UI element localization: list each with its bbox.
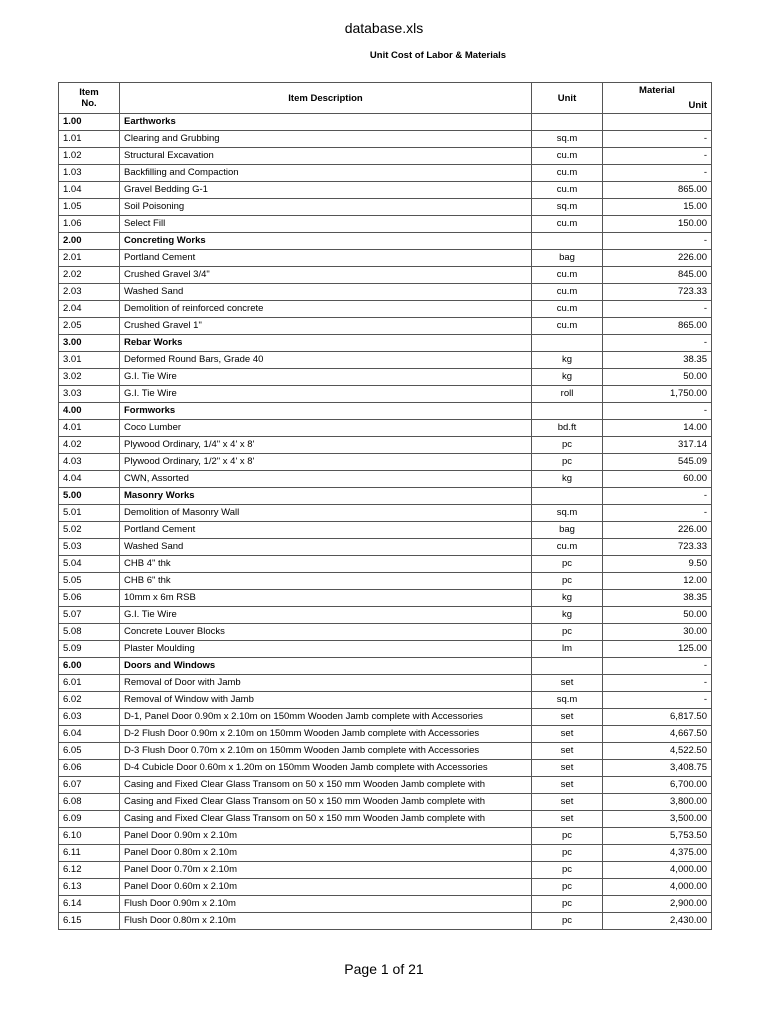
header-material: Material (603, 83, 712, 99)
cell-unit: cu.m (532, 165, 603, 182)
cell-unit: pc (532, 828, 603, 845)
cell-item-no: 5.05 (59, 573, 120, 590)
cell-item-description: Masonry Works (120, 488, 532, 505)
cell-item-no: 1.05 (59, 199, 120, 216)
cell-item-description: 10mm x 6m RSB (120, 590, 532, 607)
cell-item-description: CWN, Assorted (120, 471, 532, 488)
table-row (59, 318, 712, 335)
cell-material-unit-cost: 9.50 (603, 556, 712, 573)
cell-unit: cu.m (532, 182, 603, 199)
cell-material-unit-cost: 38.35 (603, 352, 712, 369)
table-row (59, 199, 712, 216)
cell-unit: sq.m (532, 692, 603, 709)
table-row (59, 352, 712, 369)
cell-item-no: 3.01 (59, 352, 120, 369)
cell-unit (532, 114, 603, 131)
cell-unit (532, 335, 603, 352)
cell-item-description: Crushed Gravel 1" (120, 318, 532, 335)
cell-unit: pc (532, 556, 603, 573)
cell-material-unit-cost: 865.00 (603, 318, 712, 335)
cell-item-no: 5.07 (59, 607, 120, 624)
cell-item-description: Concreting Works (120, 233, 532, 250)
table-row (59, 828, 712, 845)
cell-item-description: Backfilling and Compaction (120, 165, 532, 182)
cell-unit: kg (532, 607, 603, 624)
cell-material-unit-cost: 3,500.00 (603, 811, 712, 828)
table-row (59, 216, 712, 233)
cell-unit: pc (532, 913, 603, 930)
cell-unit: cu.m (532, 216, 603, 233)
cell-item-description: D-3 Flush Door 0.70m x 2.10m on 150mm Wooden Jamb complete with Accessories (120, 743, 532, 760)
cell-material-unit-cost: 5,753.50 (603, 828, 712, 845)
cell-unit (532, 233, 603, 250)
cell-unit: kg (532, 369, 603, 386)
cell-unit: set (532, 726, 603, 743)
cell-item-description: Select Fill (120, 216, 532, 233)
cell-material-unit-cost: 723.33 (603, 539, 712, 556)
cell-item-no: 6.10 (59, 828, 120, 845)
cell-item-description: Removal of Window with Jamb (120, 692, 532, 709)
cell-unit: pc (532, 862, 603, 879)
table-row (59, 692, 712, 709)
cell-material-unit-cost: - (603, 658, 712, 675)
table-row (59, 131, 712, 148)
table-row (59, 539, 712, 556)
cell-item-no: 2.05 (59, 318, 120, 335)
cell-item-description: Washed Sand (120, 539, 532, 556)
cell-material-unit-cost: - (603, 233, 712, 250)
cell-unit: roll (532, 386, 603, 403)
cell-material-unit-cost: 50.00 (603, 607, 712, 624)
cell-unit: sq.m (532, 131, 603, 148)
cell-item-no: 6.07 (59, 777, 120, 794)
cell-item-description: Panel Door 0.70m x 2.10m (120, 862, 532, 879)
table-row (59, 386, 712, 403)
cell-material-unit-cost: 865.00 (603, 182, 712, 199)
header-unit: Unit (532, 83, 603, 114)
cell-material-unit-cost: 4,000.00 (603, 879, 712, 896)
cell-material-unit-cost: - (603, 335, 712, 352)
cell-item-description: Soil Poisoning (120, 199, 532, 216)
cell-unit (532, 488, 603, 505)
table-row (59, 284, 712, 301)
table-row (59, 709, 712, 726)
table-row (59, 590, 712, 607)
cell-item-no: 5.04 (59, 556, 120, 573)
cell-item-description: Doors and Windows (120, 658, 532, 675)
cell-material-unit-cost: 50.00 (603, 369, 712, 386)
cell-unit: cu.m (532, 267, 603, 284)
cell-material-unit-cost: 2,900.00 (603, 896, 712, 913)
table-row (59, 862, 712, 879)
cell-material-unit-cost: 4,522.50 (603, 743, 712, 760)
cell-item-description: G.I. Tie Wire (120, 369, 532, 386)
header-item-no-line1: Item (79, 87, 99, 98)
table-row (59, 777, 712, 794)
cell-unit: set (532, 777, 603, 794)
table-row (59, 794, 712, 811)
cell-material-unit-cost: - (603, 403, 712, 420)
cell-unit: set (532, 709, 603, 726)
cell-unit: sq.m (532, 199, 603, 216)
cell-material-unit-cost: - (603, 505, 712, 522)
cell-material-unit-cost: 845.00 (603, 267, 712, 284)
cell-material-unit-cost: 150.00 (603, 216, 712, 233)
table-row (59, 250, 712, 267)
cell-item-no: 3.00 (59, 335, 120, 352)
cell-unit: bd.ft (532, 420, 603, 437)
cell-item-description: Removal of Door with Jamb (120, 675, 532, 692)
cell-item-description: Earthworks (120, 114, 532, 131)
cell-item-no: 5.09 (59, 641, 120, 658)
cell-material-unit-cost: 6,700.00 (603, 777, 712, 794)
category-row (59, 403, 712, 420)
table-row (59, 879, 712, 896)
unit-cost-table (58, 82, 712, 930)
cell-item-no: 3.02 (59, 369, 120, 386)
cell-material-unit-cost: 226.00 (603, 522, 712, 539)
cell-item-description: Gravel Bedding G-1 (120, 182, 532, 199)
category-row (59, 335, 712, 352)
cell-material-unit-cost: - (603, 148, 712, 165)
cell-item-no: 6.11 (59, 845, 120, 862)
cell-unit: pc (532, 845, 603, 862)
cell-item-no: 4.03 (59, 454, 120, 471)
table-row (59, 896, 712, 913)
cell-material-unit-cost: 6,817.50 (603, 709, 712, 726)
cell-item-description: Casing and Fixed Clear Glass Transom on 50 x 150 mm Wooden Jamb complete with (120, 777, 532, 794)
cell-item-no: 6.01 (59, 675, 120, 692)
cell-item-description: D-1, Panel Door 0.90m x 2.10m on 150mm Wooden Jamb complete with Accessories (120, 709, 532, 726)
cell-item-description: Crushed Gravel 3/4" (120, 267, 532, 284)
cell-item-no: 5.02 (59, 522, 120, 539)
cell-item-no: 2.00 (59, 233, 120, 250)
cell-item-description: Plywood Ordinary, 1/4" x 4' x 8' (120, 437, 532, 454)
cell-unit: kg (532, 352, 603, 369)
cell-item-no: 6.13 (59, 879, 120, 896)
cell-unit: pc (532, 437, 603, 454)
cell-item-description: Panel Door 0.90m x 2.10m (120, 828, 532, 845)
cell-material-unit-cost: - (603, 165, 712, 182)
cell-item-description: Casing and Fixed Clear Glass Transom on 50 x 150 mm Wooden Jamb complete with (120, 794, 532, 811)
cell-item-description: Coco Lumber (120, 420, 532, 437)
table-header (59, 83, 712, 114)
cell-item-no: 2.01 (59, 250, 120, 267)
header-item-description: Item Description (120, 83, 532, 114)
cell-item-no: 5.03 (59, 539, 120, 556)
cell-item-no: 6.06 (59, 760, 120, 777)
table-row (59, 505, 712, 522)
cell-item-description: Portland Cement (120, 250, 532, 267)
table-row (59, 607, 712, 624)
cell-unit: set (532, 760, 603, 777)
cell-material-unit-cost: 317.14 (603, 437, 712, 454)
cell-unit (532, 403, 603, 420)
cell-material-unit-cost: 125.00 (603, 641, 712, 658)
cell-item-no: 6.03 (59, 709, 120, 726)
cell-item-description: Rebar Works (120, 335, 532, 352)
table-row (59, 301, 712, 318)
cell-material-unit-cost: 38.35 (603, 590, 712, 607)
cell-unit: cu.m (532, 301, 603, 318)
cell-item-no: 6.04 (59, 726, 120, 743)
cell-item-description: Flush Door 0.80m x 2.10m (120, 913, 532, 930)
cell-material-unit-cost: 15.00 (603, 199, 712, 216)
cell-material-unit-cost: - (603, 488, 712, 505)
cell-unit: pc (532, 573, 603, 590)
file-title: database.xls (344, 20, 424, 36)
cell-item-description: D-4 Cubicle Door 0.60m x 1.20m on 150mm Wooden Jamb complete with Accessories (120, 760, 532, 777)
cell-unit: pc (532, 454, 603, 471)
cell-unit: set (532, 675, 603, 692)
cell-item-description: CHB 6" thk (120, 573, 532, 590)
table-row (59, 573, 712, 590)
cell-material-unit-cost: 4,667.50 (603, 726, 712, 743)
table-row (59, 165, 712, 182)
cell-item-description: G.I. Tie Wire (120, 386, 532, 403)
cell-item-description: G.I. Tie Wire (120, 607, 532, 624)
cell-material-unit-cost: 723.33 (603, 284, 712, 301)
cell-item-description: Panel Door 0.80m x 2.10m (120, 845, 532, 862)
cell-item-no: 4.01 (59, 420, 120, 437)
cell-unit: bag (532, 522, 603, 539)
header-item-no (59, 83, 120, 114)
cell-item-description: Formworks (120, 403, 532, 420)
cell-item-description: CHB 4" thk (120, 556, 532, 573)
table-row (59, 369, 712, 386)
cell-item-no: 1.06 (59, 216, 120, 233)
cell-item-no: 6.12 (59, 862, 120, 879)
cell-item-no: 3.03 (59, 386, 120, 403)
table-row (59, 148, 712, 165)
cell-material-unit-cost: 30.00 (603, 624, 712, 641)
table-body (59, 114, 712, 930)
cell-unit: pc (532, 879, 603, 896)
cell-material-unit-cost: - (603, 131, 712, 148)
cell-item-description: Flush Door 0.90m x 2.10m (120, 896, 532, 913)
cell-unit: cu.m (532, 284, 603, 301)
table-row (59, 675, 712, 692)
cell-material-unit-cost: - (603, 692, 712, 709)
cell-item-description: Plywood Ordinary, 1/2" x 4' x 8' (120, 454, 532, 471)
cell-unit (532, 658, 603, 675)
cell-item-no: 1.01 (59, 131, 120, 148)
cell-material-unit-cost: 1,750.00 (603, 386, 712, 403)
cell-material-unit-cost: 4,000.00 (603, 862, 712, 879)
cell-item-no: 1.03 (59, 165, 120, 182)
cell-unit: pc (532, 624, 603, 641)
cell-item-no: 5.06 (59, 590, 120, 607)
cell-unit: set (532, 811, 603, 828)
cell-item-no: 2.02 (59, 267, 120, 284)
table-row (59, 522, 712, 539)
category-row (59, 488, 712, 505)
header-material-unit: Unit (603, 98, 712, 114)
cell-item-no: 6.09 (59, 811, 120, 828)
cell-unit: cu.m (532, 539, 603, 556)
cell-item-no: 6.15 (59, 913, 120, 930)
table-row (59, 556, 712, 573)
cell-item-description: Washed Sand (120, 284, 532, 301)
table-row (59, 437, 712, 454)
table-row (59, 420, 712, 437)
cell-item-no: 6.08 (59, 794, 120, 811)
table-row (59, 182, 712, 199)
cell-unit: kg (532, 471, 603, 488)
cell-item-description: Plaster Moulding (120, 641, 532, 658)
cell-item-no: 6.05 (59, 743, 120, 760)
cell-unit: lm (532, 641, 603, 658)
cell-unit: cu.m (532, 148, 603, 165)
cell-material-unit-cost: 545.09 (603, 454, 712, 471)
table-row (59, 267, 712, 284)
table-row (59, 760, 712, 777)
table-row (59, 624, 712, 641)
table-row (59, 743, 712, 760)
table-row (59, 845, 712, 862)
cell-item-description: Demolition of Masonry Wall (120, 505, 532, 522)
cell-unit: set (532, 794, 603, 811)
cell-item-no: 1.04 (59, 182, 120, 199)
cell-item-no: 5.01 (59, 505, 120, 522)
cell-item-no: 2.04 (59, 301, 120, 318)
cell-item-no: 6.14 (59, 896, 120, 913)
cell-item-no: 2.03 (59, 284, 120, 301)
cell-unit: set (532, 743, 603, 760)
table-row (59, 913, 712, 930)
table-row (59, 811, 712, 828)
cell-material-unit-cost: 60.00 (603, 471, 712, 488)
cell-material-unit-cost: 3,800.00 (603, 794, 712, 811)
cell-material-unit-cost: 226.00 (603, 250, 712, 267)
cell-material-unit-cost (603, 114, 712, 131)
cell-unit: bag (532, 250, 603, 267)
cell-unit: cu.m (532, 318, 603, 335)
category-row (59, 233, 712, 250)
table-row (59, 641, 712, 658)
cell-item-description: Clearing and Grubbing (120, 131, 532, 148)
cell-item-no: 6.00 (59, 658, 120, 675)
cell-item-description: Concrete Louver Blocks (120, 624, 532, 641)
page-footer: Page 1 of 21 (344, 961, 424, 977)
header-item-no-line2: No. (81, 98, 97, 109)
cell-item-no: 5.08 (59, 624, 120, 641)
cell-item-no: 4.00 (59, 403, 120, 420)
cell-material-unit-cost: - (603, 301, 712, 318)
table-row (59, 471, 712, 488)
cell-item-description: Casing and Fixed Clear Glass Transom on 50 x 150 mm Wooden Jamb complete with (120, 811, 532, 828)
table-row (59, 726, 712, 743)
cell-unit: kg (532, 590, 603, 607)
cell-item-description: Deformed Round Bars, Grade 40 (120, 352, 532, 369)
cell-item-no: 5.00 (59, 488, 120, 505)
cell-item-no: 1.02 (59, 148, 120, 165)
cell-item-description: Demolition of reinforced concrete (120, 301, 532, 318)
cell-unit: sq.m (532, 505, 603, 522)
sheet-title: Unit Cost of Labor & Materials (369, 50, 507, 61)
cell-material-unit-cost: 3,408.75 (603, 760, 712, 777)
cell-item-no: 4.02 (59, 437, 120, 454)
cell-item-no: 6.02 (59, 692, 120, 709)
cell-unit: pc (532, 896, 603, 913)
cell-item-no: 1.00 (59, 114, 120, 131)
cell-material-unit-cost: 2,430.00 (603, 913, 712, 930)
table-row (59, 454, 712, 471)
cell-material-unit-cost: - (603, 675, 712, 692)
cell-item-description: Portland Cement (120, 522, 532, 539)
cell-item-description: D-2 Flush Door 0.90m x 2.10m on 150mm Wooden Jamb complete with Accessories (120, 726, 532, 743)
cell-material-unit-cost: 12.00 (603, 573, 712, 590)
category-row (59, 658, 712, 675)
cell-material-unit-cost: 14.00 (603, 420, 712, 437)
cell-item-no: 4.04 (59, 471, 120, 488)
cell-item-description: Structural Excavation (120, 148, 532, 165)
category-row (59, 114, 712, 131)
cell-item-description: Panel Door 0.60m x 2.10m (120, 879, 532, 896)
cell-material-unit-cost: 4,375.00 (603, 845, 712, 862)
